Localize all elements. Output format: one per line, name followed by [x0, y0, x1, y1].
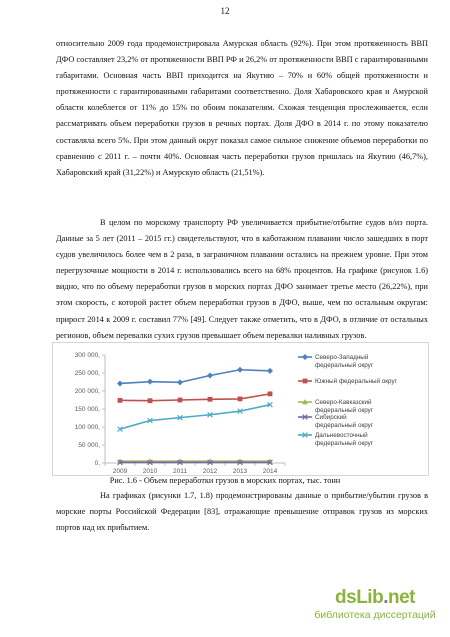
series-1-point — [147, 379, 153, 385]
series-2-point — [208, 397, 213, 402]
series-line-2 — [120, 394, 270, 401]
y-tick-label: 150 000, — [74, 406, 100, 414]
paragraph-2 — [56, 215, 428, 344]
series-2-point — [178, 398, 183, 403]
x-tick-label: 2012 — [202, 468, 218, 475]
paragraph-2-text: В целом по морскому транспорту РФ увеличивается прибытие/отбытие судов в/из порта. Данные за 5 лет (2011 – 2015 гг.) свидетельствуют, что в каботажном плавании число зашедших в порт судов увеличилось более чем в 2 раза, в заграничном плавании остались на прежнем уровне. При этом перегрузочные мощности в 2014 г. использовались всего на 68% процентов. На графике (рисунок 1.6) видно, что по объему переработки грузов в морских портах ДФО занимает третье место (26,22%), при этом скорость, с которой растет объем переработки грузов в ДФО, выше, чем по остальным округам: прирост 2014 к 2009 г. составил 77% [49]. Следует также отметить, что в ДФО, в отличие от остальных регионов, объем перевалки сухих грузов превышает объем перевалки наливных грузов. — [56, 218, 428, 340]
legend-label: Дальневосточный федеральный округ — [315, 432, 374, 448]
chart-figure-1-6 — [52, 342, 429, 476]
series-2-point — [148, 398, 153, 403]
y-tick-label: 250 000, — [74, 370, 100, 378]
series-1-point — [117, 380, 123, 386]
watermark-brand-dot: . — [383, 587, 388, 608]
line-chart — [53, 343, 428, 475]
paragraph-1-text: относительно 2009 года продемонстрировала Амурская область (92%). При этом протяженность ВВП ДФО составляет 23,2% от протяженности ВВП РФ и 26,2% от протяженности ВВП с гарантированными габаритами. Основная часть ВВП приходится на Якутию – 70% и 60% общей протяженности и протяженности с гарантированными габаритами соответственно. Доля Хабаровского края и Амурской области колеблется от 11% до 15% по обоим показателям. Схожая тенденция прослеживается, если рассматривать объем переработки грузов в речных портах. Доля ДФО в 2014 г. по этому показателю составляла всего 5%. При этом данный округ показал самое сильное снижение объемов переработки по сравнению с 2011 г. – почти 40%. Основная часть переработки грузов пришлась на Якутию (46,7%), Хабаровский край (31,22%) и Амурскую область (21,51%). — [56, 39, 428, 177]
legend-label: Северо-Западный федеральный округ — [315, 354, 374, 370]
legend-swatch-marker — [303, 379, 308, 384]
series-1-point — [237, 367, 243, 373]
series-1-point — [267, 368, 273, 374]
series-line-1 — [120, 370, 270, 384]
y-tick-label: 200 000, — [74, 388, 100, 396]
x-tick-label: 2010 — [142, 468, 158, 475]
figure-caption: Рис. 1.6 - Объем переработки грузов в морских портах, тыс. тонн — [109, 476, 341, 485]
paragraph-3-text: На графиках (рисунки 1.7, 1.8) продемонстрированы данные о прибытие/убытии грузов в морские порты Российской Федерации [83], отражающие превышение отправок грузов из морских портов над их прибытием. — [56, 491, 428, 533]
series-line-5 — [120, 405, 270, 429]
series-2-point — [238, 397, 243, 402]
x-tick-label: 2014 — [262, 468, 278, 475]
series-1-point — [207, 373, 213, 379]
x-tick-label: 2011 — [173, 468, 187, 475]
series-2-point — [118, 398, 123, 403]
legend-label: Северо-Кавказский федеральный округ — [315, 399, 374, 415]
x-tick-label: 2013 — [232, 468, 248, 475]
legend-label: Южный федеральный округ — [315, 378, 397, 386]
watermark-subtitle: библиотека диссертаций — [314, 609, 436, 621]
legend-swatch-marker — [302, 354, 308, 360]
y-tick-label: 300 000, — [74, 352, 100, 360]
page-number: 12 — [220, 6, 230, 16]
y-tick-label: 50 000, — [78, 442, 100, 450]
watermark-brand-main: dsLib — [335, 587, 384, 608]
y-tick-label: 0, — [94, 460, 100, 468]
watermark-brand-tld: net — [387, 587, 415, 608]
paragraph-3 — [56, 488, 428, 536]
watermark-logo — [300, 588, 450, 621]
y-tick-label: 100 000, — [74, 424, 100, 432]
watermark-brand — [300, 588, 450, 608]
series-1-point — [177, 379, 183, 385]
legend-label: Сибирский федеральный округ — [315, 414, 374, 430]
paragraph-1 — [56, 36, 428, 181]
x-tick-label: 2009 — [112, 468, 128, 475]
series-2-point — [268, 391, 273, 396]
